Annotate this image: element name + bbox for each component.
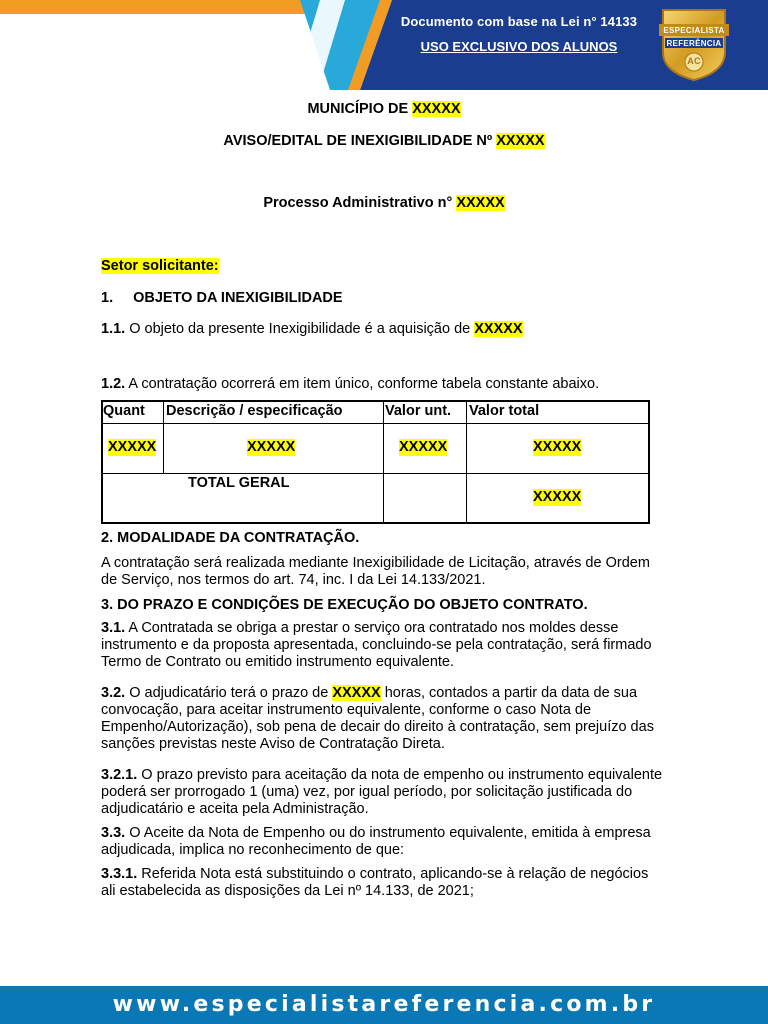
total-geral-label: TOTAL GERAL	[188, 475, 290, 491]
table-divider	[163, 402, 164, 474]
processo-title	[0, 195, 768, 212]
aviso-label: AVISO/EDITAL DE INEXIGIBILIDADE Nº	[223, 133, 497, 149]
table-divider	[383, 402, 384, 522]
paragraph-number: 3.3.1.	[101, 866, 138, 882]
aviso-title	[0, 133, 768, 150]
aviso-value: XXXXX	[496, 133, 545, 149]
paragraph-3-2-1	[101, 767, 703, 784]
paragraph-text: O objeto da presente Inexigibilidade é a aquisição de	[125, 321, 475, 337]
table-divider	[103, 423, 648, 424]
paragraph-3-2	[101, 685, 703, 702]
seal-line1: ESPECIALISTA	[663, 26, 725, 35]
footer-banner	[0, 986, 768, 1024]
paragraph-3-2-line: sanções previstas neste Aviso de Contratação Direta.	[101, 736, 445, 752]
objeto-value: XXXXX	[474, 321, 523, 337]
total-geral-value: XXXXX	[533, 489, 582, 505]
table-header-cell: Quant	[103, 403, 145, 419]
section-2-line: A contratação será realizada mediante Inexigibilidade de Licitação, através de Ordem	[101, 555, 650, 571]
paragraph-number: 1.1.	[101, 321, 126, 337]
items-table	[101, 400, 650, 524]
prazo-value: XXXXX	[332, 685, 381, 701]
paragraph-number: 3.1.	[101, 620, 126, 636]
municipio-label: MUNICÍPIO DE	[307, 101, 413, 117]
table-header-cell: Valor unt.	[385, 403, 452, 419]
paragraph-3-3-1	[101, 866, 703, 883]
paragraph-text: O adjudicatário terá o prazo de	[125, 685, 333, 701]
paragraph-3-2-1-line: poderá ser prorrogado 1 (uma) vez, por igual período, por solicitação justificada do	[101, 784, 633, 800]
paragraph-3-1-line: instrumento e da proposta apresentada, concluindo-se pela contratação, será firmado	[101, 637, 652, 653]
setor-solicitante	[101, 258, 703, 275]
banner-background	[0, 0, 768, 90]
paragraph-number: 3.3.	[101, 825, 126, 841]
seal-line2: REFERÊNCIA	[666, 39, 722, 48]
table-divider	[466, 402, 467, 522]
table-header-cell: Descrição / especificação	[166, 403, 343, 419]
banner-notice	[388, 14, 650, 54]
paragraph-3-2-1-line: adjudicatário e aceita pela Administração.	[101, 801, 369, 817]
seal-badge-icon	[655, 4, 733, 82]
paragraph-3-3-line: adjudicada, implica no reconhecimento de que:	[101, 842, 405, 858]
section-1-number: 1.	[101, 290, 114, 306]
banner-law-text: Documento com base na Lei n° 14133	[400, 14, 638, 29]
section-1-title: OBJETO DA INEXIGIBILIDADE	[133, 290, 343, 306]
paragraph-number: 3.2.	[101, 685, 126, 701]
paragraph-text: Referida Nota está substituindo o contrato, aplicando-se à relação de negócios	[137, 866, 649, 882]
table-header-cell: Valor total	[469, 403, 540, 419]
municipio-value: XXXXX	[412, 101, 461, 117]
paragraph-text: horas, contados a partir da data de sua	[380, 685, 638, 701]
paragraph-3-3	[101, 825, 703, 842]
footer-website-link[interactable]: www.especialistareferencia.com.br	[112, 992, 656, 1017]
section-3-heading: 3. DO PRAZO E CONDIÇÕES DE EXECUÇÃO DO OBJETO CONTRATO.	[101, 597, 588, 613]
paragraph-3-1	[101, 620, 703, 637]
paragraph-text: A Contratada se obriga a prestar o serviço ora contratado nos moldes desse	[125, 620, 619, 636]
table-divider	[103, 473, 648, 474]
paragraph-number: 3.2.1.	[101, 767, 138, 783]
header-banner	[0, 0, 768, 90]
paragraph-text: A contratação ocorrerá em item único, conforme tabela constante abaixo.	[125, 376, 600, 392]
paragraph-3-3-1-line: ali estabelecida as disposições da Lei nº 14.133, de 2021;	[101, 883, 474, 899]
paragraph-1-2	[101, 376, 703, 393]
banner-exclusive-text: USO EXCLUSIVO DOS ALUNOS	[420, 39, 618, 54]
section-1-heading	[101, 290, 703, 307]
paragraph-3-1-line: Termo de Contrato ou emitido instrumento equivalente.	[101, 654, 455, 670]
setor-label: Setor solicitante:	[101, 258, 219, 274]
paragraph-1-1	[101, 321, 703, 338]
section-2-heading: 2. MODALIDADE DA CONTRATAÇÃO.	[101, 530, 360, 546]
processo-value: XXXXX	[456, 195, 505, 211]
paragraph-3-2-line: convocação, para aceitar instrumento equivalente, conforme o caso Nota de	[101, 702, 592, 718]
seal-logo: AC	[687, 56, 701, 66]
municipio-title	[0, 101, 768, 118]
table-cell: XXXXX	[247, 439, 296, 455]
processo-label: Processo Administrativo n°	[263, 195, 457, 211]
table-cell: XXXXX	[399, 439, 448, 455]
table-cell: XXXXX	[533, 439, 582, 455]
paragraph-text: O prazo previsto para aceitação da nota de empenho ou instrumento equivalente	[137, 767, 663, 783]
paragraph-number: 1.2.	[101, 376, 126, 392]
section-2-line: de Serviço, nos termos do art. 74, inc. I da Lei 14.133/2021.	[101, 572, 486, 588]
paragraph-3-2-line: Empenho/Autorização), sob pena de decair do direito à contratação, sem prejuízo das	[101, 719, 654, 735]
table-cell: XXXXX	[108, 439, 157, 455]
paragraph-text: O Aceite da Nota de Empenho ou do instrumento equivalente, emitida à empresa	[125, 825, 651, 841]
